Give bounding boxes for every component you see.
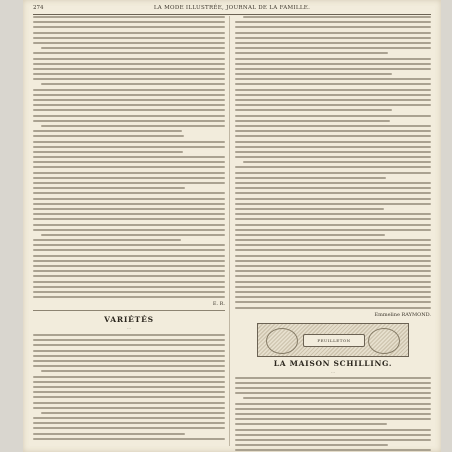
section-subtitle: … bbox=[127, 325, 131, 331]
text-line bbox=[33, 433, 185, 435]
text-line bbox=[235, 135, 431, 137]
text-line bbox=[33, 130, 182, 132]
text-line bbox=[235, 408, 431, 410]
text-line bbox=[235, 234, 385, 236]
story-subtitle: … bbox=[331, 368, 335, 374]
text-line bbox=[33, 16, 225, 18]
text-line bbox=[33, 360, 225, 362]
text-line bbox=[235, 275, 431, 277]
text-line bbox=[33, 182, 225, 184]
text-line bbox=[235, 120, 390, 122]
text-line bbox=[33, 42, 225, 44]
text-line bbox=[33, 407, 225, 409]
text-line bbox=[235, 208, 384, 210]
text-line bbox=[33, 265, 225, 267]
ornament-left bbox=[266, 328, 298, 354]
text-line bbox=[235, 78, 431, 80]
text-line bbox=[33, 296, 225, 298]
text-line bbox=[33, 146, 225, 148]
running-header bbox=[33, 4, 431, 15]
text-line bbox=[33, 172, 225, 174]
text-line bbox=[235, 229, 431, 231]
text-line bbox=[235, 99, 431, 101]
text-line bbox=[33, 177, 225, 179]
text-line bbox=[235, 260, 431, 262]
text-line bbox=[33, 208, 225, 210]
text-line bbox=[235, 449, 431, 451]
text-line bbox=[33, 68, 225, 70]
text-line bbox=[243, 397, 431, 399]
text-line bbox=[33, 281, 225, 283]
text-line bbox=[235, 270, 431, 272]
text-line bbox=[235, 141, 431, 143]
text-line bbox=[33, 355, 225, 357]
text-line bbox=[33, 78, 225, 80]
text-line bbox=[235, 26, 431, 28]
text-line bbox=[33, 73, 225, 75]
text-line bbox=[33, 99, 225, 101]
text-line bbox=[33, 224, 225, 226]
text-line bbox=[235, 218, 431, 220]
text-line bbox=[235, 58, 431, 60]
text-line bbox=[41, 125, 225, 127]
text-line bbox=[235, 265, 431, 267]
text-line bbox=[235, 192, 431, 194]
text-line bbox=[33, 386, 225, 388]
text-line bbox=[235, 213, 431, 215]
text-line bbox=[235, 156, 431, 158]
text-line bbox=[33, 218, 225, 220]
text-line bbox=[235, 249, 431, 251]
text-line bbox=[235, 68, 431, 70]
text-line bbox=[33, 187, 185, 189]
text-line bbox=[33, 427, 225, 429]
text-line bbox=[33, 161, 225, 163]
text-line bbox=[41, 412, 225, 414]
text-line bbox=[235, 172, 431, 174]
text-line bbox=[33, 94, 225, 96]
text-line bbox=[33, 270, 225, 272]
text-line bbox=[33, 32, 225, 34]
text-line bbox=[41, 47, 225, 49]
text-line bbox=[235, 104, 431, 106]
text-line bbox=[235, 94, 431, 96]
text-line bbox=[235, 307, 431, 309]
text-line bbox=[235, 434, 431, 436]
text-line bbox=[235, 115, 431, 117]
story-title: LA MAISON SCHILLING. bbox=[273, 358, 393, 368]
text-line bbox=[33, 21, 225, 23]
page bbox=[23, 0, 441, 452]
text-line bbox=[235, 423, 387, 425]
text-line bbox=[33, 156, 225, 158]
text-line bbox=[235, 166, 431, 168]
left-body-text bbox=[33, 16, 225, 298]
text-line bbox=[33, 422, 225, 424]
text-line bbox=[33, 213, 225, 215]
text-line bbox=[235, 42, 431, 44]
text-line bbox=[33, 192, 225, 194]
text-line bbox=[235, 73, 392, 75]
text-line bbox=[235, 403, 431, 405]
text-line bbox=[33, 438, 225, 440]
left-signature: E. R. bbox=[212, 301, 225, 308]
text-line bbox=[243, 161, 431, 163]
text-line bbox=[33, 89, 225, 91]
text-line bbox=[33, 141, 225, 143]
text-line bbox=[235, 47, 431, 49]
story-body-text bbox=[235, 377, 431, 452]
text-line bbox=[235, 177, 386, 179]
vignette-label: FEUILLETON bbox=[303, 334, 365, 347]
text-line bbox=[235, 21, 431, 23]
text-line bbox=[33, 291, 225, 293]
text-line bbox=[33, 63, 225, 65]
text-line bbox=[235, 244, 431, 246]
right-signature: Emmeline RAYMOND. bbox=[374, 311, 431, 318]
text-line bbox=[235, 151, 431, 153]
text-line bbox=[235, 439, 431, 441]
left-column bbox=[33, 16, 225, 443]
right-body-text bbox=[235, 16, 431, 309]
text-line bbox=[235, 125, 431, 127]
text-line bbox=[33, 260, 225, 262]
text-line bbox=[33, 339, 225, 341]
text-line bbox=[235, 301, 431, 303]
text-line bbox=[33, 376, 225, 378]
page-number: 274 bbox=[33, 5, 44, 11]
text-line bbox=[235, 239, 431, 241]
text-line bbox=[235, 255, 431, 257]
text-line bbox=[33, 58, 225, 60]
text-line bbox=[235, 109, 392, 111]
text-line bbox=[235, 37, 431, 39]
text-line bbox=[33, 135, 184, 137]
text-line bbox=[41, 370, 225, 372]
text-line bbox=[235, 187, 431, 189]
feuilleton-vignette bbox=[257, 323, 409, 357]
text-line bbox=[33, 381, 225, 383]
text-line bbox=[235, 286, 431, 288]
text-line bbox=[33, 166, 225, 168]
text-line bbox=[33, 37, 225, 39]
text-line bbox=[235, 429, 431, 431]
text-line bbox=[235, 296, 431, 298]
text-line bbox=[41, 234, 225, 236]
text-line bbox=[235, 32, 431, 34]
ornament-right bbox=[368, 328, 400, 354]
text-line bbox=[33, 120, 225, 122]
text-line bbox=[235, 377, 431, 379]
text-line bbox=[33, 203, 225, 205]
text-line bbox=[33, 151, 183, 153]
text-line bbox=[33, 391, 225, 393]
text-line bbox=[33, 239, 181, 241]
column-divider bbox=[229, 16, 230, 446]
text-line bbox=[235, 281, 431, 283]
text-line bbox=[33, 198, 225, 200]
text-line bbox=[33, 115, 225, 117]
text-line bbox=[235, 224, 431, 226]
text-line bbox=[33, 417, 225, 419]
text-line bbox=[41, 83, 225, 85]
section-title: VARIÉTÉS bbox=[104, 315, 154, 325]
text-line bbox=[33, 249, 225, 251]
text-line bbox=[235, 52, 388, 54]
text-line bbox=[33, 26, 225, 28]
text-line bbox=[33, 350, 225, 352]
varietes-body-text bbox=[33, 334, 225, 440]
right-column bbox=[235, 16, 431, 452]
text-line bbox=[235, 387, 431, 389]
text-line bbox=[33, 396, 225, 398]
text-line bbox=[33, 344, 225, 346]
text-line bbox=[235, 392, 431, 394]
text-line bbox=[235, 83, 431, 85]
text-line bbox=[33, 365, 225, 367]
text-line bbox=[235, 146, 431, 148]
text-line bbox=[235, 418, 431, 420]
text-line bbox=[235, 198, 431, 200]
text-line bbox=[33, 104, 225, 106]
text-line bbox=[33, 334, 225, 336]
text-line bbox=[33, 275, 225, 277]
text-line bbox=[235, 203, 431, 205]
text-line bbox=[33, 229, 225, 231]
section-divider bbox=[33, 310, 225, 311]
text-line bbox=[235, 89, 431, 91]
text-line bbox=[235, 444, 388, 446]
text-line bbox=[235, 182, 431, 184]
text-line bbox=[235, 63, 431, 65]
text-line bbox=[235, 130, 431, 132]
text-line bbox=[33, 255, 225, 257]
text-line bbox=[33, 109, 225, 111]
text-line bbox=[235, 382, 431, 384]
text-line bbox=[235, 291, 431, 293]
text-line bbox=[243, 16, 431, 18]
running-title: LA MODE ILLUSTRÉE, JOURNAL DE LA FAMILLE. bbox=[153, 5, 311, 11]
text-line bbox=[33, 402, 225, 404]
text-line bbox=[235, 413, 431, 415]
text-line bbox=[33, 244, 225, 246]
text-line bbox=[33, 286, 225, 288]
text-line bbox=[33, 52, 225, 54]
